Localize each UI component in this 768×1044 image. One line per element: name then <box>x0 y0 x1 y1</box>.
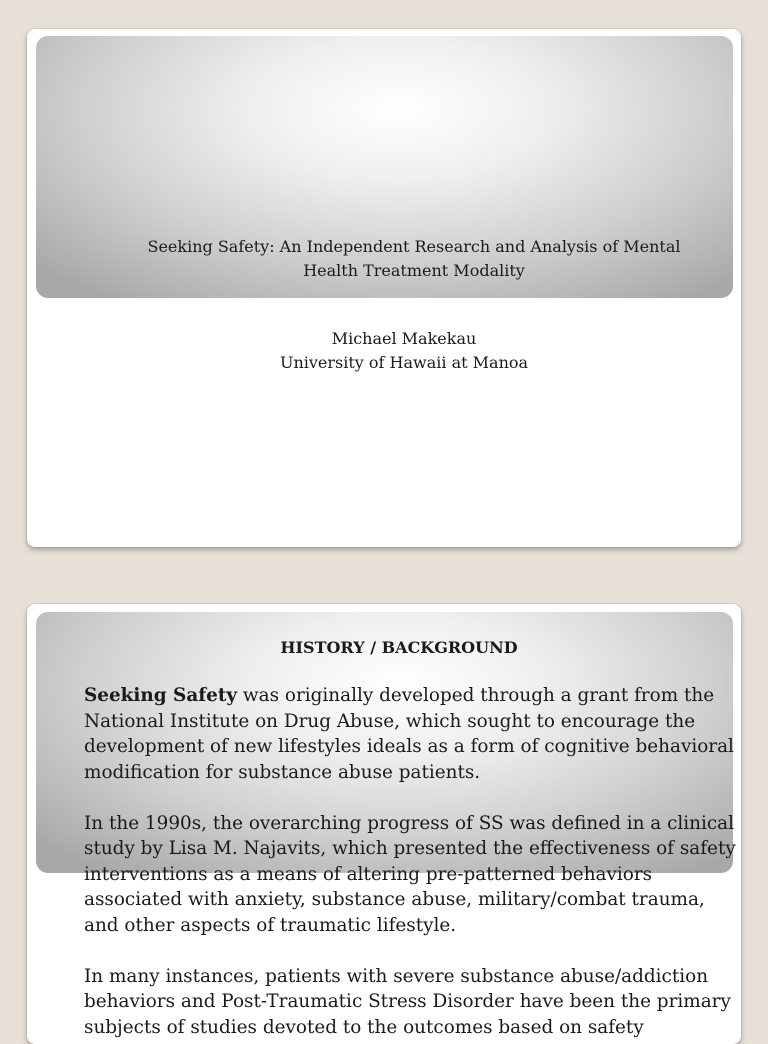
history-slide <box>27 604 741 1044</box>
paragraph-1-text: was originally developed through a grant from the National Institute on Drug Abuse, which sought to encourage the development of new lifestyles ideals as a form of cognitive behavioral modification for substance abuse patients. <box>84 685 734 783</box>
slide-title-line-2: Health Treatment Modality <box>303 261 525 280</box>
title-slide <box>27 29 741 547</box>
author-name: Michael Makekau <box>331 329 477 348</box>
slide-body <box>84 683 741 1044</box>
author-block <box>27 327 741 375</box>
paragraph-3: In many instances, patients with severe substance abuse/addiction behaviors and Post-Traumatic Stress Disorder have been the primary subjects of studies devoted to the outcomes based on safety <box>84 965 731 1038</box>
paragraph-1 <box>84 683 741 785</box>
slide-title-line-1: Seeking Safety: An Independent Research and Analysis of Mental <box>147 237 681 256</box>
slide-title <box>97 235 731 283</box>
paragraph-2: In the 1990s, the overarching progress of SS was defined in a clinical study by Lisa M. Najavits, which presented the effectiveness of safety interventions as a means of altering pre-patterned behaviors associated with anxiety, substance abuse, military/combat trauma, and other aspects of traumatic lifestyle. <box>84 812 736 936</box>
author-affiliation: University of Hawaii at Manoa <box>279 353 529 372</box>
paragraph-1-bold-term: Seeking Safety <box>84 685 238 706</box>
section-heading: HISTORY / BACKGROUND <box>280 638 518 657</box>
